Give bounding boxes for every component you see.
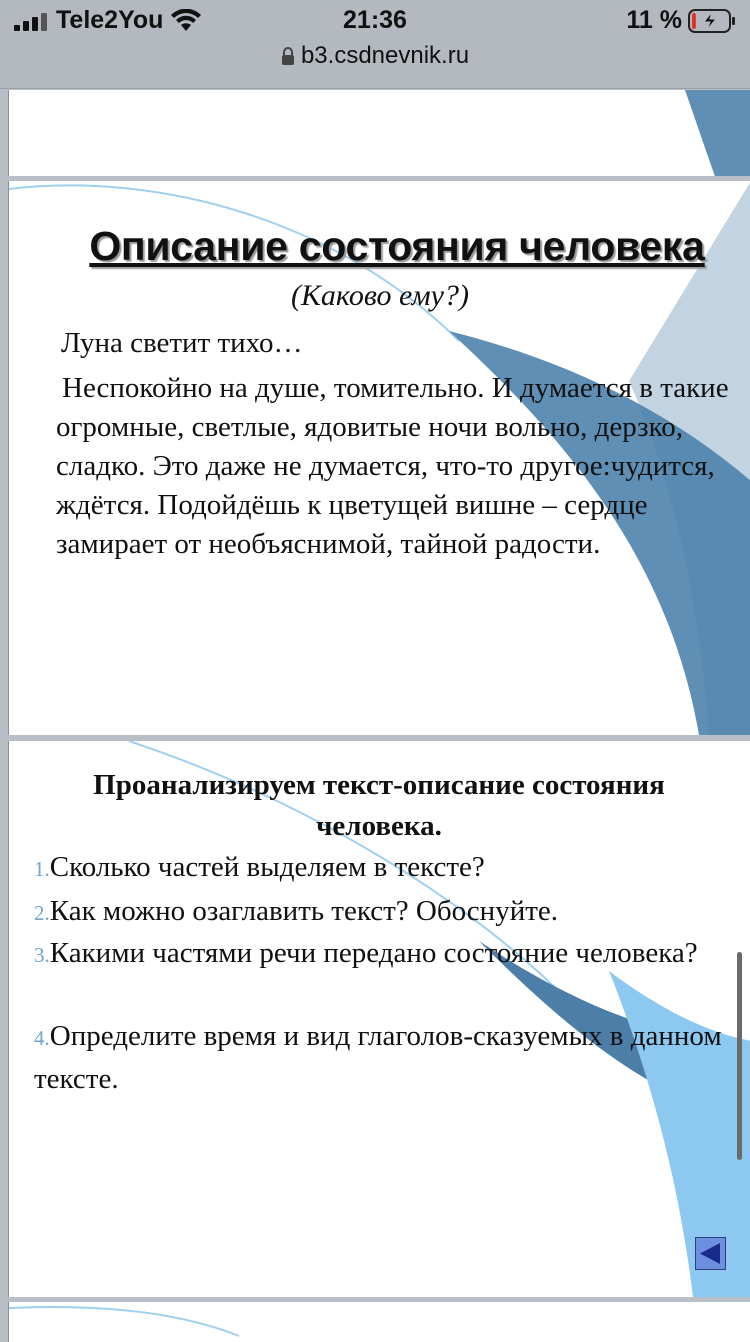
address-bar[interactable] xyxy=(0,42,750,70)
question-item xyxy=(34,933,724,976)
slide-title: Описание состояния человека xyxy=(89,223,705,269)
lock-icon xyxy=(281,46,295,66)
slide-next xyxy=(8,1302,750,1342)
previous-slide-button[interactable] xyxy=(695,1237,726,1270)
url-text: b3.csdnevnik.ru xyxy=(300,42,470,69)
browser-top-bar xyxy=(0,0,750,89)
text-first-line: Луна светит тихо… xyxy=(61,327,303,359)
slide-decoration xyxy=(9,1302,750,1342)
battery-percent: 11 % xyxy=(626,6,682,34)
question-text: Определите время и вид глаголов-сказуемых в данном тексте. xyxy=(34,1020,722,1095)
clock: 21:36 xyxy=(343,6,407,34)
arrow-left-icon xyxy=(696,1238,725,1269)
question-text: Как можно озаглавить текст? Обоснуйте. xyxy=(49,895,559,927)
question-item xyxy=(34,891,724,934)
slide-decoration xyxy=(9,90,750,176)
question-number: 4. xyxy=(34,1026,50,1050)
question-number: 3. xyxy=(34,943,50,967)
question-text: Какими частями речи передано состояние человека? xyxy=(49,937,698,969)
slide-analysis xyxy=(8,741,750,1297)
page-scrollbar[interactable] xyxy=(737,952,742,1160)
carrier-name: Tele2You xyxy=(56,6,164,34)
analysis-heading: Проанализируем текст-описание состояния человека. xyxy=(93,769,665,842)
text-paragraph: Неспокойно на душе, томительно. И думается в такие огромные, светлые, ядовитые ночи вольно, дерзко, сладко. Это даже не думается, что-то другое:чудится, ждётся. Подойдёшь к цветущей вишне – сердце замирает от необъяснимой, тайной радости. xyxy=(56,372,729,560)
slide-state-description xyxy=(8,181,750,735)
question-text: Сколько частей выделяем в тексте? xyxy=(49,851,485,883)
slide-subtitle: (Каково ему?) xyxy=(291,279,469,312)
question-number: 1. xyxy=(34,857,50,881)
question-number: 2. xyxy=(34,901,50,925)
slide-previous xyxy=(8,90,750,176)
question-item xyxy=(34,847,724,890)
battery-charging-icon xyxy=(688,9,736,33)
status-bar xyxy=(0,0,750,42)
question-item xyxy=(34,1016,724,1100)
